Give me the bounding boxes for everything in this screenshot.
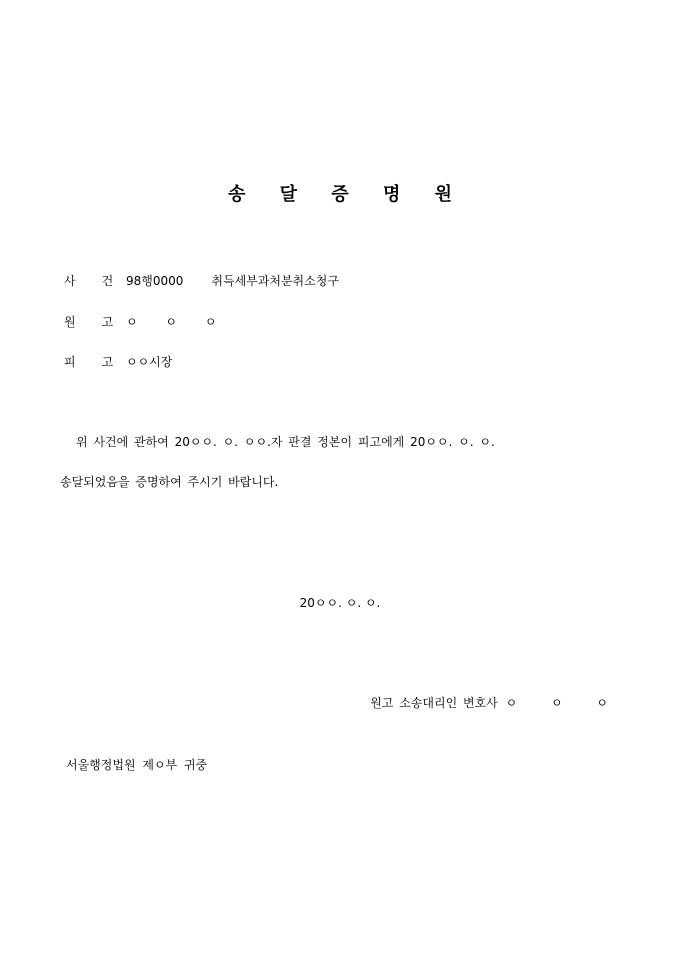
plaintiff-label: 원고 [64,315,140,329]
document-title: 송 달 증 명 원 [227,184,466,205]
document-date: 20ㅇㅇ. ㅇ. ㅇ. [299,596,381,610]
defendant-label: 피고 [64,355,140,369]
signature-text: 원고 소송대리인 변호사 [370,696,498,710]
body-text-line-1: 위 사건에 관하여 20ㅇㅇ. ㅇ. ㅇㅇ.자 판결 정본이 피고에게 20ㅇㅇ. ㅇ. ㅇ. [76,435,495,449]
case-number: 98행0000 [126,274,184,288]
plaintiff-field [64,313,228,331]
body-text-line-2: 송달되었음을 증명하여 주시기 바랍니다. [60,475,279,489]
case-label: 사건 [64,274,140,288]
case-name: 취득세부과처분취소청구 [211,274,339,288]
case-field [64,272,339,290]
defendant-field [64,353,172,371]
plaintiff-value: ㅇ ㅇ ㅇ [126,315,229,329]
recipient-court: 서울행정법원 제ㅇ부 귀중 [66,758,208,772]
signature-line [370,694,622,712]
defendant-value: ㅇㅇ시장 [126,355,173,369]
signature-name-mark: ㅇ ㅇ ㅇ [505,696,622,710]
